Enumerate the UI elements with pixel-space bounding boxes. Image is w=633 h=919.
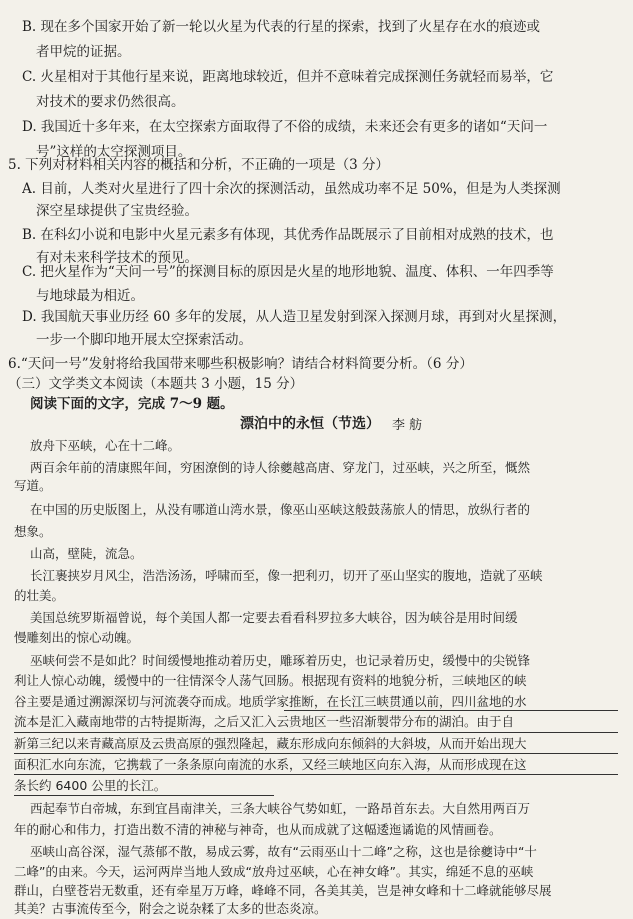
q5-option-a-line2: 深空星球提供了宝贵经验。 [36, 203, 198, 219]
q5-option-c-line2: 与地球最为相近。 [36, 288, 144, 304]
underline-1 [284, 710, 618, 711]
body-line-4: 在中国的历史版图上，从没有哪道山湾水景，像巫山巫峡这般鼓荡旅人的情思，放纵行者的 [30, 502, 531, 517]
article-title: 漂泊中的永恒（节选） [240, 416, 380, 432]
q5-option-a-line1: A. 目前，人类对火星进行了四十余次的探测活动，虽然成功率不足 50%，但是为人类探测 [22, 181, 561, 197]
body-line-7: 长江裹挟岁月风尘，浩浩汤汤，呼啸而至，像一把利刃，切开了巫山坚实的腹地，造就了巫峡 [30, 568, 543, 583]
q5-option-d-line1: D. 我国航天事业历经 60 多年的发展，从人造卫星发射到深入探测月球，再到对火星探测， [22, 309, 567, 325]
body-line-6: 山高，壁陡，流急。 [30, 546, 143, 561]
underline-3 [14, 753, 618, 754]
body-line-20: 巫峡山高谷深，湿气蒸郁不散，易成云雾，故有“云雨巫山十二峰”之称，这也是徐夔诗中“十 [30, 844, 537, 859]
q5-option-b-line1: B. 在科幻小说和电影中火星元素多有体现，其优秀作品既展示了目前相对成熟的技术，也 [22, 227, 554, 243]
q4-option-c-line2: 对技术的要求仍然很高。 [36, 94, 185, 110]
body-line-2: 两百余年前的清康熙年间，穷困潦倒的诗人徐夔越高唐、穿龙门，过巫峡，兴之所至，慨然 [30, 460, 531, 475]
body-line-14: 流本是汇入藏南地带的古特提斯海，之后又汇入云贵地区一些沼渐製带分布的湖泊。由于自 [14, 714, 515, 729]
q4-option-d-line1: D. 我国近十多年来，在太空探索方面取得了不俗的成绩，未来还会有更多的诸如“天问一 [22, 119, 548, 135]
body-line-23: 其美？古事流传至今，附会之说杂糅了太多的世态炎凉。 [14, 901, 327, 916]
q5-option-d-line2: 一步一个脚印地开展太空探索活动。 [36, 332, 252, 348]
body-line-10: 慢雕刻出的惊心动魄。 [14, 630, 140, 645]
body-line-18: 西起奉节白帝城，东到宜昌南津关，三条大峡谷气势如虹，一路昂首东去。大自然用两百万 [30, 801, 531, 816]
body-line-9: 美国总统罗斯福曾说，每个美国人都一定要去看看科罗拉多大峡谷，因为峡谷是用时间缓 [30, 610, 518, 625]
q4-option-b-line1: B. 现在多个国家开始了新一轮以火星为代表的行星的探索，找到了火星存在水的痕迹或 [22, 19, 541, 35]
body-line-17: 条长约 6400 公里的长江。 [14, 778, 167, 793]
body-line-8: 的壮美。 [14, 588, 65, 603]
body-line-16: 面积汇水向东流，它携载了一条条原向南流的水系，又经三峡地区向东入海，从而形成现在这 [14, 757, 527, 772]
body-line-15: 新第三纪以来青藏高原及云贵高原的强烈隆起，藏东形成向东倾斜的大斜坡，从而开始出现大 [14, 736, 527, 751]
q5-stem: 5. 下列对材料相关内容的概括和分析，不正确的一项是（3 分） [8, 157, 390, 173]
body-line-22: 群山，白壁苍岩无数重，还有牵星万万峰，峰峰不同，各美其美，岂是神女峰和十二峰就能够尽展 [14, 883, 552, 898]
section3-title: （三）文学类文本阅读（本题共 3 小题，15 分） [8, 376, 304, 392]
q5-option-b-line2: 有对未来科学技术的预见。 [36, 250, 198, 266]
q4-option-c-line1: C. 火星相对于其他行星来说，距离地球较近，但并不意味着完成探测任务就轻而易举，它 [22, 69, 554, 85]
q6-question: 6.“天问一号”发射将给我国带来哪些积极影响？请结合材料简要分析。（6 分） [8, 356, 473, 372]
underline-4 [14, 774, 618, 775]
body-line-21: 二峰”的由来。今天，运河两岸当地人致成“放舟过巫峡，心在神女峰”。其实，绵延不息的巫峡 [14, 864, 534, 879]
body-line-12: 利让人惊心动魄，缓慢中的一往情深令人荡气回肠。根据现有资料的地貌分析，三峡地区的峡 [14, 673, 527, 688]
body-line-3: 写道。 [14, 478, 52, 493]
q5-option-c-line1: C. 把火星作为“天问一号”的探测目标的原因是火星的地形地貌、温度、体积、一年四季等 [22, 264, 554, 280]
q4-option-d-line2: 号”这样的太空探测项目。 [36, 144, 192, 160]
article-author: 李 舫 [392, 418, 423, 433]
body-line-11: 巫峡何尝不是如此？时间缓慢地推动着历史，雕琢着历史，也记录着历史，缓慢中的尖锐锋 [30, 653, 531, 668]
q4-option-b-line2: 者甲烷的证据。 [36, 44, 131, 60]
underline-5 [14, 795, 274, 796]
body-line-19: 年的耐心和伟力，打造出数不清的神秘与神奇，也从而成就了这幅逶迤谲诡的风情画卷。 [14, 822, 502, 837]
body-line-5: 想象。 [14, 524, 52, 539]
body-line-13: 谷主要是通过溯源深切与河流袭夺而成。地质学家推断，在长江三峡贯通以前，四川盆地的水 [14, 694, 527, 709]
underline-2 [14, 732, 618, 733]
body-line-1: 放舟下巫峡，心在十二峰。 [30, 438, 181, 453]
section3-instruction: 阅读下面的文字，完成 7～9 题。 [30, 396, 234, 412]
